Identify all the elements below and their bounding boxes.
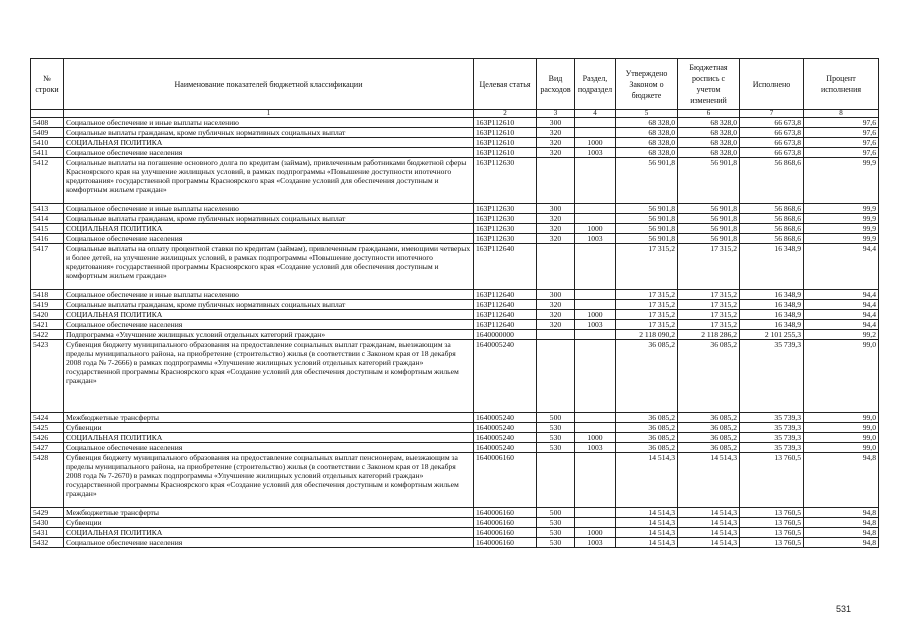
expense-type: 320 — [537, 300, 575, 310]
column-number: 1 — [64, 110, 474, 118]
schedule-amount: 68 328,0 — [678, 138, 740, 148]
executed-amount: 56 868,6 — [740, 214, 804, 224]
schedule-amount: 17 315,2 — [678, 300, 740, 310]
table-row — [31, 453, 879, 508]
schedule-amount: 68 328,0 — [678, 128, 740, 138]
schedule-amount: 36 085,2 — [678, 423, 740, 433]
approved-amount: 56 901,8 — [616, 204, 678, 214]
section-code — [575, 330, 616, 340]
column-number — [31, 110, 64, 118]
column-number: 7 — [740, 110, 804, 118]
executed-amount: 66 673,8 — [740, 128, 804, 138]
row-number: 5410 — [31, 138, 64, 148]
executed-amount: 16 348,9 — [740, 244, 804, 290]
execution-percent: 99,0 — [804, 423, 879, 433]
column-number: 5 — [616, 110, 678, 118]
table-row — [31, 118, 879, 128]
table-row — [31, 433, 879, 443]
approved-amount: 2 118 090,2 — [616, 330, 678, 340]
expense-type: 530 — [537, 433, 575, 443]
row-number: 5418 — [31, 290, 64, 300]
section-code: 1003 — [575, 538, 616, 548]
section-code: 1003 — [575, 443, 616, 453]
section-code — [575, 300, 616, 310]
expense-type: 530 — [537, 518, 575, 528]
executed-amount: 35 739,3 — [740, 443, 804, 453]
schedule-amount: 14 514,3 — [678, 518, 740, 528]
target-article: 1640006160 — [474, 538, 537, 548]
expense-type — [537, 158, 575, 204]
indicator-name: Межбюджетные трансферты — [64, 413, 474, 423]
indicator-name: Субвенция бюджету муниципального образования на предоставление социальных выплат гражданам, выезжающим за пределы муниципального района, на приобретение (строительство) жилья (в соответствии с Законом края от 18 декабря 2008 года № 7-2666) в рамках подпрограммы «Улучшение жилищных условий отдельных категорий граждан» государственной программы Красноярского края «Создание условий для обеспечения доступным и комфортным жильем граждан» — [64, 340, 474, 413]
schedule-amount: 17 315,2 — [678, 310, 740, 320]
execution-percent: 94,8 — [804, 528, 879, 538]
schedule-amount: 17 315,2 — [678, 244, 740, 290]
expense-type: 320 — [537, 128, 575, 138]
table-row — [31, 518, 879, 528]
expense-type: 320 — [537, 214, 575, 224]
row-number: 5416 — [31, 234, 64, 244]
expense-type: 300 — [537, 290, 575, 300]
table-row — [31, 508, 879, 518]
section-code: 1003 — [575, 234, 616, 244]
header-approved: Утверждено Законом о бюджете — [616, 59, 678, 110]
section-code — [575, 453, 616, 508]
execution-percent: 94,8 — [804, 453, 879, 508]
indicator-name: СОЦИАЛЬНАЯ ПОЛИТИКА — [64, 433, 474, 443]
expense-type: 500 — [537, 508, 575, 518]
execution-percent: 99,9 — [804, 204, 879, 214]
target-article: 1640006160 — [474, 453, 537, 508]
executed-amount: 2 101 255,3 — [740, 330, 804, 340]
schedule-amount: 68 328,0 — [678, 118, 740, 128]
header-budget-schedule: Бюджетная роспись с учетом изменений — [678, 59, 740, 110]
expense-type: 320 — [537, 148, 575, 158]
executed-amount: 16 348,9 — [740, 300, 804, 310]
section-code — [575, 290, 616, 300]
executed-amount: 66 673,8 — [740, 138, 804, 148]
execution-percent: 99,0 — [804, 340, 879, 413]
approved-amount: 36 085,2 — [616, 413, 678, 423]
target-article: 163Р112640 — [474, 244, 537, 290]
section-code — [575, 244, 616, 290]
budget-table — [30, 58, 879, 548]
budget-sheet — [30, 58, 878, 548]
indicator-name: СОЦИАЛЬНАЯ ПОЛИТИКА — [64, 310, 474, 320]
section-code — [575, 118, 616, 128]
indicator-name: Субвенции — [64, 518, 474, 528]
executed-amount: 66 673,8 — [740, 148, 804, 158]
execution-percent: 94,4 — [804, 320, 879, 330]
execution-percent: 94,4 — [804, 310, 879, 320]
table-row — [31, 340, 879, 413]
execution-percent: 99,9 — [804, 234, 879, 244]
approved-amount: 17 315,2 — [616, 290, 678, 300]
target-article: 1640006160 — [474, 508, 537, 518]
target-article: 163Р112610 — [474, 128, 537, 138]
approved-amount: 68 328,0 — [616, 128, 678, 138]
page-number: 531 — [836, 604, 852, 614]
row-number: 5411 — [31, 148, 64, 158]
execution-percent: 94,4 — [804, 300, 879, 310]
row-number: 5412 — [31, 158, 64, 204]
approved-amount: 68 328,0 — [616, 118, 678, 128]
header-section: Раздел, подраздел — [575, 59, 616, 110]
execution-percent: 99,0 — [804, 413, 879, 423]
approved-amount: 17 315,2 — [616, 244, 678, 290]
column-number: 2 — [474, 110, 537, 118]
target-article: 163Р112640 — [474, 310, 537, 320]
section-code: 1000 — [575, 433, 616, 443]
indicator-name: Социальные выплаты гражданам, кроме публичных нормативных социальных выплат — [64, 128, 474, 138]
section-code — [575, 423, 616, 433]
expense-type: 300 — [537, 204, 575, 214]
table-row — [31, 224, 879, 234]
row-number: 5426 — [31, 433, 64, 443]
indicator-name: Социальное обеспечение населения — [64, 148, 474, 158]
schedule-amount: 14 514,3 — [678, 453, 740, 508]
row-number: 5424 — [31, 413, 64, 423]
expense-type: 530 — [537, 423, 575, 433]
executed-amount: 56 868,6 — [740, 158, 804, 204]
schedule-amount: 2 118 286,2 — [678, 330, 740, 340]
schedule-amount: 36 085,2 — [678, 413, 740, 423]
schedule-amount: 17 315,2 — [678, 290, 740, 300]
row-number: 5417 — [31, 244, 64, 290]
indicator-name: Социальное обеспечение населения — [64, 234, 474, 244]
indicator-name: Социальные выплаты на погашение основного долга по кредитам (займам), привлеченным работниками бюджетной сферы Красноярского края на улучшение жилищных условий, в рамках подпрограммы «Повышение доступности ипотечного кредитования» государственной программы Красноярского края «Создание условий для обеспечения доступным и комфортным жильем граждан» — [64, 158, 474, 204]
table-row — [31, 330, 879, 340]
target-article: 1640005240 — [474, 433, 537, 443]
execution-percent: 99,9 — [804, 224, 879, 234]
approved-amount: 14 514,3 — [616, 518, 678, 528]
row-number: 5413 — [31, 204, 64, 214]
section-code — [575, 158, 616, 204]
row-number: 5421 — [31, 320, 64, 330]
section-code — [575, 204, 616, 214]
indicator-name: СОЦИАЛЬНАЯ ПОЛИТИКА — [64, 138, 474, 148]
executed-amount: 35 739,3 — [740, 340, 804, 413]
section-code — [575, 508, 616, 518]
expense-type: 530 — [537, 528, 575, 538]
approved-amount: 56 901,8 — [616, 234, 678, 244]
executed-amount: 35 739,3 — [740, 433, 804, 443]
approved-amount: 17 315,2 — [616, 310, 678, 320]
header-expense-type: Вид расходов — [537, 59, 575, 110]
table-row — [31, 158, 879, 204]
schedule-amount: 17 315,2 — [678, 320, 740, 330]
table-row — [31, 300, 879, 310]
header-executed: Исполнено — [740, 59, 804, 110]
expense-type — [537, 244, 575, 290]
approved-amount: 14 514,3 — [616, 528, 678, 538]
row-number: 5419 — [31, 300, 64, 310]
expense-type: 300 — [537, 118, 575, 128]
target-article: 163Р112630 — [474, 204, 537, 214]
row-number: 5427 — [31, 443, 64, 453]
target-article: 163Р112630 — [474, 158, 537, 204]
section-code: 1000 — [575, 138, 616, 148]
execution-percent: 99,9 — [804, 158, 879, 204]
target-article: 163Р112610 — [474, 148, 537, 158]
row-number: 5423 — [31, 340, 64, 413]
indicator-name: Социальное обеспечение населения — [64, 443, 474, 453]
table-row — [31, 244, 879, 290]
approved-amount: 36 085,2 — [616, 423, 678, 433]
section-code: 1000 — [575, 528, 616, 538]
target-article: 163Р112630 — [474, 214, 537, 224]
target-article: 163Р112640 — [474, 290, 537, 300]
header-row-number: № строки — [31, 59, 64, 110]
indicator-name: Субвенции — [64, 423, 474, 433]
expense-type: 320 — [537, 224, 575, 234]
indicator-name: Социальное обеспечение и иные выплаты населению — [64, 290, 474, 300]
schedule-amount: 14 514,3 — [678, 528, 740, 538]
execution-percent: 94,8 — [804, 518, 879, 528]
executed-amount: 35 739,3 — [740, 413, 804, 423]
indicator-name: Социальное обеспечение и иные выплаты населению — [64, 204, 474, 214]
row-number: 5420 — [31, 310, 64, 320]
column-number-row — [31, 110, 879, 118]
column-number: 4 — [575, 110, 616, 118]
execution-percent: 97,6 — [804, 148, 879, 158]
row-number: 5431 — [31, 528, 64, 538]
section-code — [575, 413, 616, 423]
row-number: 5432 — [31, 538, 64, 548]
approved-amount: 36 085,2 — [616, 340, 678, 413]
schedule-amount: 14 514,3 — [678, 538, 740, 548]
execution-percent: 94,8 — [804, 508, 879, 518]
executed-amount: 66 673,8 — [740, 118, 804, 128]
expense-type: 530 — [537, 538, 575, 548]
table-row — [31, 138, 879, 148]
schedule-amount: 56 901,8 — [678, 234, 740, 244]
approved-amount: 17 315,2 — [616, 320, 678, 330]
approved-amount: 56 901,8 — [616, 224, 678, 234]
target-article: 1640005240 — [474, 443, 537, 453]
row-number: 5414 — [31, 214, 64, 224]
target-article: 1640006160 — [474, 518, 537, 528]
schedule-amount: 56 901,8 — [678, 204, 740, 214]
table-row — [31, 128, 879, 138]
table-row — [31, 443, 879, 453]
executed-amount: 13 760,5 — [740, 538, 804, 548]
executed-amount: 16 348,9 — [740, 320, 804, 330]
execution-percent: 97,6 — [804, 118, 879, 128]
execution-percent: 97,6 — [804, 138, 879, 148]
row-number: 5409 — [31, 128, 64, 138]
indicator-name: Подпрограмма «Улучшение жилищных условий отдельных категорий граждан» — [64, 330, 474, 340]
expense-type — [537, 330, 575, 340]
table-row — [31, 423, 879, 433]
approved-amount: 68 328,0 — [616, 148, 678, 158]
expense-type: 320 — [537, 234, 575, 244]
table-row — [31, 290, 879, 300]
approved-amount: 17 315,2 — [616, 300, 678, 310]
row-number: 5422 — [31, 330, 64, 340]
indicator-name: Социальное обеспечение населения — [64, 320, 474, 330]
executed-amount: 56 868,6 — [740, 234, 804, 244]
executed-amount: 13 760,5 — [740, 508, 804, 518]
schedule-amount: 14 514,3 — [678, 508, 740, 518]
table-row — [31, 528, 879, 538]
executed-amount: 13 760,5 — [740, 453, 804, 508]
executed-amount: 56 868,6 — [740, 204, 804, 214]
execution-percent: 94,4 — [804, 244, 879, 290]
execution-percent: 99,9 — [804, 214, 879, 224]
table-row — [31, 234, 879, 244]
executed-amount: 16 348,9 — [740, 290, 804, 300]
execution-percent: 94,8 — [804, 538, 879, 548]
approved-amount: 14 514,3 — [616, 538, 678, 548]
approved-amount: 36 085,2 — [616, 433, 678, 443]
schedule-amount: 36 085,2 — [678, 443, 740, 453]
execution-percent: 99,2 — [804, 330, 879, 340]
section-code: 1000 — [575, 310, 616, 320]
indicator-name: Социальные выплаты гражданам, кроме публичных нормативных социальных выплат — [64, 214, 474, 224]
expense-type: 320 — [537, 138, 575, 148]
section-code — [575, 128, 616, 138]
executed-amount: 35 739,3 — [740, 423, 804, 433]
table-row — [31, 413, 879, 423]
schedule-amount: 56 901,8 — [678, 214, 740, 224]
indicator-name: СОЦИАЛЬНАЯ ПОЛИТИКА — [64, 528, 474, 538]
execution-percent: 94,4 — [804, 290, 879, 300]
expense-type: 530 — [537, 443, 575, 453]
header-row — [31, 59, 879, 110]
target-article: 1640005240 — [474, 423, 537, 433]
schedule-amount: 36 085,2 — [678, 340, 740, 413]
column-number: 3 — [537, 110, 575, 118]
table-row — [31, 538, 879, 548]
execution-percent: 99,0 — [804, 433, 879, 443]
target-article: 163Р112610 — [474, 118, 537, 128]
table-row — [31, 320, 879, 330]
target-article: 163Р112640 — [474, 320, 537, 330]
header-target-article: Целевая статья — [474, 59, 537, 110]
expense-type: 320 — [537, 310, 575, 320]
schedule-amount: 36 085,2 — [678, 433, 740, 443]
approved-amount: 36 085,2 — [616, 443, 678, 453]
indicator-name: Субвенция бюджету муниципального образования на предоставление социальных выплат пенсионерам, выезжающим за пределы муниципального района, на приобретение (строительство) жилья (в соответствии с Законом края от 18 декабря 2008 года № 7-2670) в рамках подпрограммы «Улучшение жилищных условий отдельных категорий граждан» государственной программы Красноярского края «Создание условий для обеспечения доступным и комфортным жильем граждан» — [64, 453, 474, 508]
row-number: 5408 — [31, 118, 64, 128]
target-article: 163Р112640 — [474, 300, 537, 310]
schedule-amount: 56 901,8 — [678, 224, 740, 234]
target-article: 1640005240 — [474, 340, 537, 413]
expense-type — [537, 340, 575, 413]
section-code — [575, 518, 616, 528]
indicator-name: Социальное обеспечение и иные выплаты населению — [64, 118, 474, 128]
table-row — [31, 310, 879, 320]
target-article: 163Р112630 — [474, 234, 537, 244]
header-execution-percent: Процент исполнения — [804, 59, 879, 110]
target-article: 1640006160 — [474, 528, 537, 538]
target-article: 1640005240 — [474, 413, 537, 423]
indicator-name: Межбюджетные трансферты — [64, 508, 474, 518]
section-code — [575, 214, 616, 224]
expense-type: 500 — [537, 413, 575, 423]
indicator-name: Социальные выплаты гражданам, кроме публичных нормативных социальных выплат — [64, 300, 474, 310]
row-number: 5429 — [31, 508, 64, 518]
header-indicator-name: Наименование показателей бюджетной классификации — [64, 59, 474, 110]
approved-amount: 56 901,8 — [616, 158, 678, 204]
target-article: 163Р112610 — [474, 138, 537, 148]
approved-amount: 68 328,0 — [616, 138, 678, 148]
approved-amount: 14 514,3 — [616, 453, 678, 508]
section-code: 1000 — [575, 224, 616, 234]
expense-type — [537, 453, 575, 508]
section-code: 1003 — [575, 320, 616, 330]
target-article: 163Р112630 — [474, 224, 537, 234]
section-code: 1003 — [575, 148, 616, 158]
execution-percent: 99,0 — [804, 443, 879, 453]
expense-type: 320 — [537, 320, 575, 330]
indicator-name: СОЦИАЛЬНАЯ ПОЛИТИКА — [64, 224, 474, 234]
target-article: 1640000000 — [474, 330, 537, 340]
indicator-name: Социальное обеспечение населения — [64, 538, 474, 548]
approved-amount: 56 901,8 — [616, 214, 678, 224]
executed-amount: 13 760,5 — [740, 528, 804, 538]
row-number: 5425 — [31, 423, 64, 433]
column-number: 6 — [678, 110, 740, 118]
executed-amount: 56 868,6 — [740, 224, 804, 234]
schedule-amount: 56 901,8 — [678, 158, 740, 204]
table-row — [31, 204, 879, 214]
executed-amount: 16 348,9 — [740, 310, 804, 320]
budget-table-body — [31, 118, 879, 548]
table-row — [31, 148, 879, 158]
indicator-name: Социальные выплаты на оплату процентной ставки по кредитам (займам), привлеченным гражданами, имеющими четверых и более детей, на улучшение жилищных условий, в рамках подпрограммы «Повышение доступности ипотечного кредитования» государственной программы Красноярского края «Создание условий для обеспечения доступным и комфортным жильем граждан» — [64, 244, 474, 290]
section-code — [575, 340, 616, 413]
table-row — [31, 214, 879, 224]
row-number: 5430 — [31, 518, 64, 528]
column-number: 8 — [804, 110, 879, 118]
executed-amount: 13 760,5 — [740, 518, 804, 528]
schedule-amount: 68 328,0 — [678, 148, 740, 158]
execution-percent: 97,6 — [804, 128, 879, 138]
row-number: 5428 — [31, 453, 64, 508]
approved-amount: 14 514,3 — [616, 508, 678, 518]
row-number: 5415 — [31, 224, 64, 234]
